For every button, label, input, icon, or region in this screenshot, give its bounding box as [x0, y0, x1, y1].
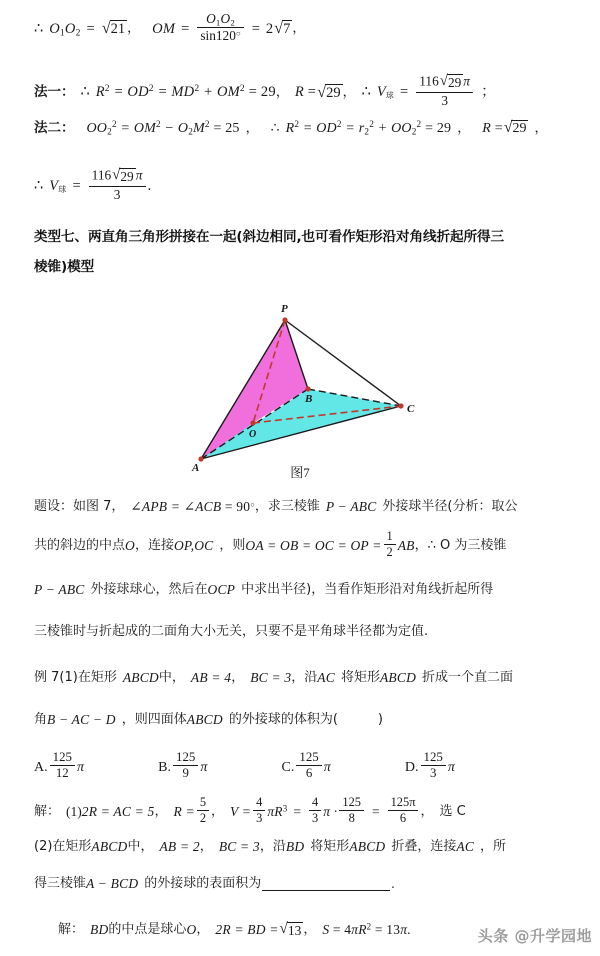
frac-half-den: 2 — [384, 544, 396, 559]
part2-ab-equals-2: AB = 2 — [159, 839, 200, 854]
solution-v-f2-den: 3 — [309, 810, 321, 825]
part2-mid-3: 折叠，连接 — [391, 839, 457, 855]
sqrt-13-radicand: 13 — [287, 923, 302, 938]
solution-v-frac-2 — [309, 796, 321, 825]
example-comma-2: ，沿 — [291, 670, 318, 686]
sol2-surface-area: $S = 4\pi R^2 = 13\pi$ — [322, 921, 408, 938]
rect-abcd-2: ABCD — [379, 670, 417, 685]
solution-v-frac-4 — [388, 796, 419, 825]
problem-line2-mid2: ，则 — [219, 538, 246, 554]
choice-C-pi: π — [323, 760, 331, 776]
example-line2-close: ) — [377, 712, 383, 728]
problem-post-1: 外接球半径(分析：取公 — [382, 499, 518, 515]
figure-caption-num: 7 — [303, 465, 310, 480]
solution-eq-2: = — [371, 804, 380, 820]
solution-comma-2: ， — [211, 804, 225, 820]
solution-v-f1-den: 3 — [253, 810, 265, 825]
problem-line2-post: ，∴ O 为三棱锥 — [414, 538, 507, 554]
problem-line2-mid: ，连接 — [134, 538, 174, 554]
solution-r-num: 5 — [199, 794, 207, 809]
frac-half-num: 1 — [386, 528, 393, 543]
vertex-label-A: A — [192, 462, 200, 474]
example-mid-1: 中， — [158, 670, 185, 686]
therefore-symbol: ∴ — [34, 20, 44, 37]
rect-abcd-1: ABCD — [122, 670, 159, 685]
section-heading-line-1: 类型七、两直角三角形拼接在一起(斜边相同,也可看作矩形沿对角线折起所得三 — [34, 229, 504, 245]
volume-fraction-2: 116 √ 29 π 3 — [89, 168, 146, 202]
vertex-label-P: P — [281, 303, 288, 315]
solution-part1 — [34, 794, 588, 827]
solution-eq-1: = — [293, 804, 302, 820]
solution-pi-r-cubed: $\pi R^3$ — [267, 803, 288, 820]
comma-5: ， — [245, 120, 259, 136]
therefore-symbol-3: ∴ — [361, 83, 371, 100]
sol2-segment-bd: BD — [90, 922, 109, 938]
answer-blank-field[interactable] — [262, 878, 390, 890]
tetra-name-pabc: P − ABC — [325, 499, 377, 514]
problem-statement-line-3 — [34, 583, 588, 598]
choice-D-pi: π — [447, 760, 456, 776]
solution-r-den: 2 — [197, 810, 209, 825]
problem-statement-line-2 — [34, 528, 588, 561]
solution-v-frac-1 — [253, 796, 265, 825]
choice-B-key: B. — [158, 760, 171, 776]
watermark: 头条 @升学园地 — [477, 927, 592, 945]
solution-comma-3: ， — [420, 804, 434, 820]
sol2-2r-equals-bd: 2R = BD = — [215, 922, 279, 938]
solution-v-f3-num: 125 — [342, 794, 361, 809]
volume-fraction-1: 116 √ 29 π 3 — [416, 74, 473, 108]
choice-B-num: 125 — [176, 749, 196, 764]
sol2-comma-2: ， — [303, 922, 317, 938]
problem-line3-mid: 外接球球心，然后在 — [90, 582, 208, 598]
part2-mid-2: 将矩形 — [310, 839, 350, 855]
solution-pi-dot: π · — [323, 804, 338, 820]
segments-op-oc: OP,OC — [173, 538, 214, 554]
comma-4: ， — [342, 84, 356, 100]
point-o: O — [125, 538, 135, 554]
problem-statement-line-4 — [34, 625, 588, 639]
choice-C-num: 125 — [299, 749, 319, 764]
formula-line-1: ∴ $O_1O_2$ = √ 21 ， OM = $\frac{O_1O_2}{\sin 120^○}$ = 2 √ 7 ， — [34, 10, 306, 43]
solution-v-f4-num: 125π — [390, 794, 416, 809]
problem-line2-pre: 共的斜边的中点 — [34, 538, 126, 554]
therefore-symbol-2: ∴ — [80, 83, 90, 100]
example-mid-2: 将矩形 — [340, 670, 380, 686]
vertex-dot-A — [198, 456, 203, 461]
sol2-comma-1: ， — [196, 922, 210, 938]
angle-condition: ∠APB = ∠ACB = 90○ — [130, 499, 255, 514]
formula-method-1: 法一： ∴ $R^2 = OD^2 = MD^2 + OM^2 = 29$ ， R = √ 29 ， ∴ $V_球$ = 116 √ 29 π 3 ； — [34, 72, 496, 108]
segment-ac-1: AC — [317, 670, 335, 685]
sqrt-13: √ 13 — [279, 920, 302, 938]
part2-comma-2: ，沿 — [259, 839, 286, 855]
sqrt-29-b: √ 29 — [503, 118, 527, 136]
choice-A-num: 125 — [52, 749, 72, 764]
choice-C[interactable] — [281, 749, 331, 783]
choice-C-den: 6 — [296, 765, 321, 781]
example7-part2-line1 — [34, 840, 588, 855]
equal-radii-expr: OA = OB = OC = OP = — [245, 538, 382, 554]
example-line2-pre: 角 — [34, 712, 48, 728]
ab-equals-4: AB = 4 — [190, 670, 232, 685]
choice-A-key: A. — [34, 760, 48, 776]
tetra-name-pabc-2: P − ABC — [34, 582, 85, 597]
volume-label-1: $V_球$ — [376, 83, 395, 101]
choice-B[interactable] — [158, 749, 208, 783]
solution-comma-1: ， — [154, 804, 168, 820]
bc-equals-3: BC = 3 — [250, 670, 292, 685]
choice-D-num: 125 — [423, 749, 443, 764]
choice-D-key: D. — [404, 760, 419, 776]
choice-C-key: C. — [281, 760, 295, 776]
part2-mid-1: 中， — [127, 839, 154, 855]
part2-period: . — [391, 876, 395, 891]
sqrt-21: √ 21 — [101, 19, 126, 38]
solution-v-f4-den: 6 — [388, 810, 419, 825]
choice-B-den: 9 — [173, 765, 198, 781]
choice-D-fraction — [421, 751, 446, 781]
r-value-label: R = — [294, 83, 317, 100]
solution-r-lhs: R = — [173, 804, 195, 820]
solution-v-f2-num: 4 — [312, 794, 319, 809]
solution-answer-1: 选 C — [439, 804, 466, 820]
therefore-symbol-4: ∴ — [270, 121, 280, 137]
comma-2: ， — [292, 21, 306, 37]
choice-A-den: 12 — [50, 765, 75, 781]
solution-r-fraction — [197, 796, 209, 825]
sqrt-7: √ 7 — [274, 19, 291, 38]
part2-line2-post: 的外接球的表面积为 — [144, 876, 262, 892]
period-1: . — [147, 177, 152, 194]
comma-6: ， — [457, 120, 471, 136]
dihedral-b-ac-d: B − AC − D — [47, 712, 116, 727]
solution-lead-1: 解： — [34, 804, 61, 820]
sol2-period: . — [407, 922, 411, 938]
triangle-ocp: OCP — [207, 582, 236, 597]
solution-v-lhs: V = — [230, 804, 252, 820]
problem-line4: 三棱锥时与折起成的二面角大小无关，只要不是平角球半径都为定值. — [34, 624, 429, 639]
choice-A[interactable] — [34, 749, 85, 783]
choice-D[interactable] — [404, 749, 456, 783]
choice-A-fraction — [50, 751, 75, 781]
choice-D-den: 3 — [421, 765, 446, 781]
vertex-dot-B — [305, 386, 310, 391]
method-2-label: 法二： — [34, 120, 75, 137]
vertex-dot-O — [250, 420, 255, 425]
part2-segment-ac: AC — [456, 839, 475, 854]
example-post-1: 折成一个直二面 — [422, 670, 514, 686]
choice-A-pi: π — [76, 760, 85, 776]
choice-B-fraction — [173, 751, 198, 781]
formula-result: ∴ $V_球$ = 116 √ 29 π 3 . — [34, 166, 152, 202]
solution-step-index: (1) — [66, 804, 82, 820]
part2-post: ，所 — [480, 839, 507, 855]
section-heading-line-2: 棱锥)模型 — [34, 259, 95, 275]
vertex-dot-P — [282, 317, 287, 322]
method-2-equation-2: $R^2 = OD^2 = r_2^2 + OO_2^2 = 29$ — [285, 119, 452, 137]
example-line2-mid: ，则四面体 — [121, 712, 187, 728]
solution-v-f1-num: 4 — [256, 794, 263, 809]
example-line2-post: 的外接球的体积为( — [228, 712, 338, 728]
solution-lead-2: 解： — [58, 922, 85, 938]
vertex-dot-C — [398, 403, 403, 408]
part2-rect-abcd-2: ABCD — [349, 839, 386, 854]
segment-ab: AB — [397, 538, 415, 554]
semicolon: ； — [481, 83, 496, 100]
sqrt-29-a: √ 29 — [317, 82, 341, 101]
example7-part1-line1 — [34, 671, 588, 686]
part2-lead: (2)在矩形 — [34, 839, 92, 855]
example-lead: 例 7(1)在矩形 — [34, 670, 117, 686]
method-1-equation: $R^2 = OD^2 = MD^2 + OM^2 = 29$ — [95, 82, 276, 100]
problem-line3-post: 中求出半径)，当看作矩形沿对角线折起所得 — [241, 582, 494, 598]
volume-label-2: $V_球$ — [49, 177, 67, 195]
r-value-label-2: R = — [482, 121, 503, 137]
expr-om: OM — [152, 20, 176, 37]
choice-B-pi: π — [200, 760, 208, 776]
figure-caption-cn: 图 — [290, 466, 304, 481]
therefore-symbol-5: ∴ — [34, 177, 44, 194]
tetra-abcd: ABCD — [186, 712, 223, 727]
vertex-label-B: B — [305, 393, 313, 405]
solution-v-frac-3 — [339, 796, 364, 825]
problem-statement-line-1 — [34, 500, 588, 515]
fraction-half — [384, 530, 396, 559]
sol2-mid-1: 的中点是球心 — [108, 922, 187, 938]
part2-segment-bd: BD — [285, 839, 305, 854]
part2-bc-equals-3: BC = 3 — [218, 839, 260, 854]
expr-o1o2: $O_1O_2$ — [49, 20, 81, 39]
example7-part1-line2 — [34, 713, 588, 728]
choice-C-fraction — [296, 751, 321, 781]
problem-mid-1: ，求三棱锥 — [254, 499, 320, 515]
answer-choices-row — [34, 749, 588, 783]
fraction-om: $\frac{O_1O_2}{\sin 120^○}$ — [197, 12, 243, 43]
vertex-label-C: C — [407, 403, 415, 415]
solution-v-f3-den: 8 — [339, 810, 364, 825]
comma-7: ， — [534, 120, 548, 136]
part2-line2-pre: 得三棱锥 — [34, 876, 87, 892]
method-2-equation-1: $OO_2^2 = OM^2 - O_2M^2 = 25$ — [86, 119, 240, 137]
vertex-label-O: O — [249, 429, 257, 440]
comma-1: ， — [127, 21, 141, 37]
part2-comma-1: ， — [199, 839, 213, 855]
example-comma-1: ， — [231, 670, 245, 686]
part2-tetra-abcd: A − BCD — [86, 876, 139, 891]
example7-part2-line2 — [34, 877, 588, 892]
method-1-label: 法一： — [34, 84, 75, 101]
solution-step-1: 2R = AC = 5 — [81, 804, 155, 820]
part2-rect-abcd-1: ABCD — [91, 839, 128, 854]
formula-method-2 — [34, 120, 588, 138]
problem-lead: 题设：如图 7， — [34, 499, 125, 515]
figure-caption — [0, 462, 600, 481]
comma-3: ， — [275, 84, 289, 100]
sol2-point-o: O — [186, 922, 197, 938]
